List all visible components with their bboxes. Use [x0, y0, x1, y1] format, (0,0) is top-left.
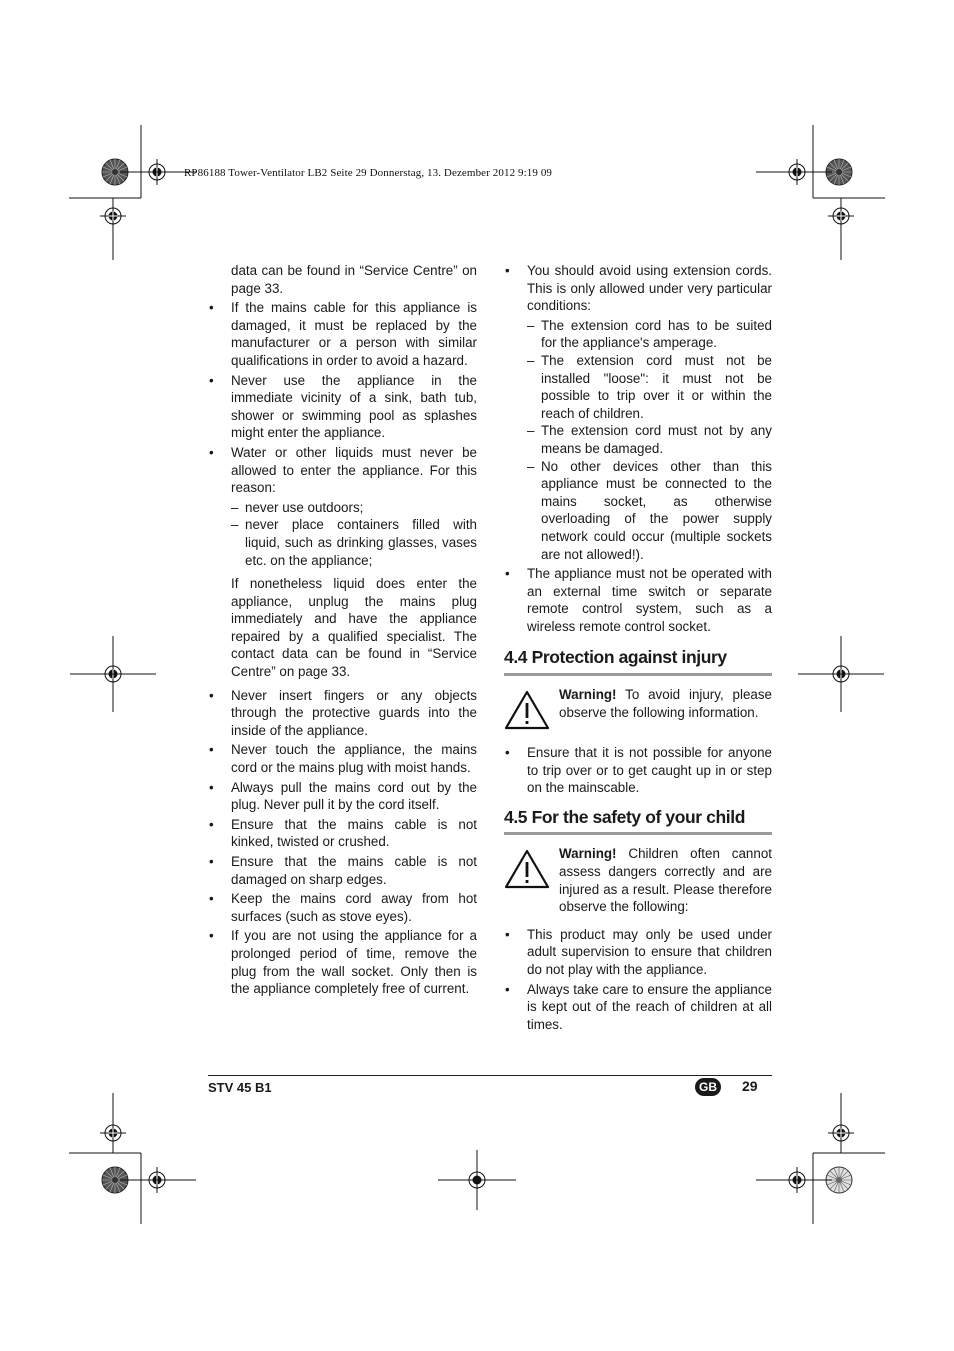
sub-list-item-text: The extension cord has to be suited for the appliance's amperage.: [541, 317, 772, 351]
registration-mark-icon: [100, 1120, 126, 1146]
registration-mark-icon: [828, 1120, 854, 1146]
bullet: •: [209, 372, 214, 388]
list-item-text: Ensure that it is not possible for anyone to trip over or to get caught up in or step on the mainscable.: [527, 745, 772, 796]
dash: –: [527, 317, 535, 333]
list-item-text: Ensure that the mains cable is not damaged on sharp edges.: [231, 854, 477, 887]
list-item-text: You should avoid using extension cords. This is only allowed under very particular conditions:: [527, 263, 772, 314]
bullet: •: [505, 745, 510, 761]
bullet: •: [209, 928, 214, 944]
list-item-text: The appliance must not be operated with an external time switch or separate remote control system, such as a wireless remote control socket.: [527, 566, 772, 634]
list-item-text: If the mains cable for this appliance is damaged, it must be replaced by the manufacturer or a person with similar qualifications in order to avoid a hazard.: [231, 300, 477, 368]
list-item: [208, 741, 477, 776]
sub-list-item: [504, 352, 772, 422]
list-item: [208, 299, 477, 369]
warning-label: Warning!: [559, 687, 617, 703]
list-item-text: Never touch the appliance, the mains cord or the mains plug with moist hands.: [231, 742, 477, 776]
list-item: [208, 444, 477, 497]
bullet: •: [505, 263, 510, 278]
bullet: •: [209, 816, 214, 832]
bullet: •: [505, 981, 510, 997]
section-heading-protection-against-injury: 4.4 Protection against injury: [504, 649, 772, 676]
dash: –: [527, 458, 535, 474]
dash: –: [527, 352, 535, 368]
list-item: [208, 687, 477, 740]
list-item-text: This product may only be used under adult supervision to ensure that children do not play with the appliance.: [527, 926, 772, 977]
list-item: [208, 927, 477, 997]
registration-mark-icon: [828, 203, 854, 229]
dash: –: [527, 423, 535, 439]
sub-list-item-text: never use outdoors;: [245, 499, 364, 515]
warning-triangle-icon: [504, 690, 550, 730]
bullet: •: [209, 891, 214, 907]
sub-list-item: [208, 499, 477, 517]
warning-box: [504, 686, 772, 734]
print-header: RP86188 Tower-Ventilator LB2 Seite 29 Donnerstag, 13. Dezember 2012 9:19 09: [184, 167, 553, 179]
bullet: •: [209, 444, 214, 460]
warning-text: Children often cannot assess dangers correctly and are injured as a result. Please therefore observe the following:: [559, 846, 772, 915]
sub-list-item: [504, 422, 772, 457]
list-item: [504, 744, 772, 797]
list-item-text: Keep the mains cord away from hot surfaces (such as stove eyes).: [231, 891, 477, 924]
list-item-text: Always pull the mains cord out by the plug. Never pull it by the cord itself.: [231, 779, 477, 813]
list-item-text: Ensure that the mains cable is not kinked, twisted or crushed.: [231, 816, 477, 850]
dash: –: [231, 517, 239, 533]
list-item-text: Water or other liquids must never be allowed to enter the appliance. For this reason:: [231, 444, 477, 496]
list-item-text: If you are not using the appliance for a prolonged period of time, remove the plug from the wall socket. Only then is the appliance completely free of current.: [231, 928, 477, 997]
right-column: [504, 262, 772, 1035]
list-item: [208, 853, 477, 888]
list-item: [208, 890, 477, 925]
paragraph: data can be found in “Service Centre” on page 33.: [231, 263, 477, 296]
paragraph: If nonetheless liquid does enter the appliance, unplug the mains plug immediately and have the appliance repaired by a qualified specialist. The contact data can be found in “Service Centre” on page 33.: [231, 576, 477, 680]
warning-box: [504, 845, 772, 915]
list-item: [208, 816, 477, 851]
bullet: •: [209, 300, 214, 316]
list-item: [208, 779, 477, 814]
sub-list-item-text: The extension cord must not by any means be damaged.: [541, 423, 772, 456]
sub-list-item: [208, 516, 477, 569]
list-item: [504, 262, 772, 315]
bullet: •: [209, 742, 214, 758]
language-badge: GB: [695, 1078, 721, 1096]
page-number: 29: [742, 1078, 758, 1094]
dash: –: [231, 499, 239, 515]
warning-label: Warning!: [559, 846, 617, 862]
registration-mark-icon: [100, 203, 126, 229]
section-heading-safety-of-your-child: 4.5 For the safety of your child: [504, 809, 772, 836]
list-item-text: Never use the appliance in the immediate vicinity of a sink, bath tub, shower or swimming pool as splashes might enter the appliance.: [231, 372, 477, 441]
sub-list-item-text: The extension cord must not be installed "loose": it must not be possible to trip over it or within the reach of children.: [541, 352, 772, 421]
bullet: •: [505, 566, 510, 582]
list-item-text: Always take care to ensure the appliance is kept out of the reach of children at all times.: [527, 981, 772, 1032]
sub-list-item: [504, 317, 772, 352]
bullet: •: [209, 779, 214, 795]
sub-list-item-text: No other devices other than this appliance must be connected to the mains socket, as otherwise overloading of the power supply network could occur (multiple sockets are not allowed!).: [541, 458, 772, 562]
bullet: •: [209, 854, 214, 869]
bullet: •: [505, 926, 510, 942]
list-item: [504, 981, 772, 1034]
list-item: [208, 372, 477, 442]
sub-list-item-text: never place containers filled with liquid, such as drinking glasses, vases etc. on the appliance;: [245, 517, 477, 568]
sub-list-item: [504, 458, 772, 564]
list-item-text: Never insert fingers or any objects through the protective guards into the inside of the appliance.: [231, 687, 477, 738]
list-item: [504, 565, 772, 635]
warning-text: To avoid injury, please observe the following information.: [559, 687, 772, 720]
bullet: •: [209, 687, 214, 703]
warning-triangle-icon: [504, 849, 550, 889]
footer-model: STV 45 B1: [208, 1080, 272, 1095]
footer-divider: [208, 1075, 772, 1076]
left-column: [208, 262, 477, 1000]
list-item: [504, 926, 772, 979]
